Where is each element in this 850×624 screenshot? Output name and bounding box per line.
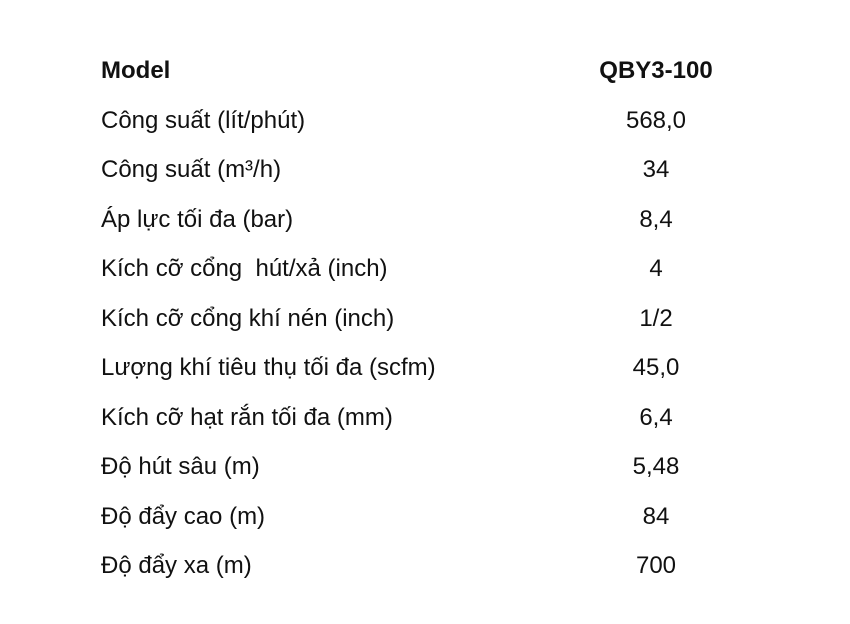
spec-value: 1/2 xyxy=(639,304,673,332)
spec-label: Áp lực tối đa (bar) xyxy=(101,205,294,233)
spec-value: 84 xyxy=(642,502,670,530)
model-label: Model xyxy=(101,57,171,84)
spec-row xyxy=(101,145,741,195)
model-value: QBY3-100 xyxy=(599,57,713,84)
spec-value: 4 xyxy=(649,255,663,282)
spec-label: Công suất (lít/phút) xyxy=(101,106,306,134)
spec-row xyxy=(101,442,741,492)
spec-label: Kích cỡ hạt rắn tối đa (mm) xyxy=(101,403,393,431)
spec-label: Lượng khí tiêu thụ tối đa (scfm) xyxy=(101,354,436,381)
spec-value: 8,4 xyxy=(639,205,673,233)
spec-row xyxy=(101,294,741,344)
spec-row xyxy=(101,492,741,542)
spec-label: Độ hút sâu (m) xyxy=(101,453,260,480)
spec-label: Công suất (m³/h) xyxy=(101,156,282,183)
spec-value: 6,4 xyxy=(639,403,673,431)
spec-label: Kích cỡ cổng khí nén (inch) xyxy=(101,304,395,332)
spec-row xyxy=(101,343,741,393)
spec-value: 45,0 xyxy=(632,354,680,381)
spec-row xyxy=(101,244,741,294)
spec-row xyxy=(101,393,741,443)
spec-label: Độ đẩy xa (m) xyxy=(101,552,252,579)
spec-value: 700 xyxy=(635,552,677,579)
spec-label: Kích cỡ cổng hút/xả (inch) xyxy=(101,255,388,282)
spec-value: 34 xyxy=(642,156,670,183)
spec-row xyxy=(101,195,741,245)
spec-label: Độ đẩy cao (m) xyxy=(101,502,266,530)
spec-row xyxy=(101,96,741,146)
spec-value: 568,0 xyxy=(625,106,687,134)
spec-row xyxy=(101,541,741,591)
spec-value: 5,48 xyxy=(632,453,680,480)
spec-header-row xyxy=(101,46,741,96)
spec-table xyxy=(101,46,741,591)
